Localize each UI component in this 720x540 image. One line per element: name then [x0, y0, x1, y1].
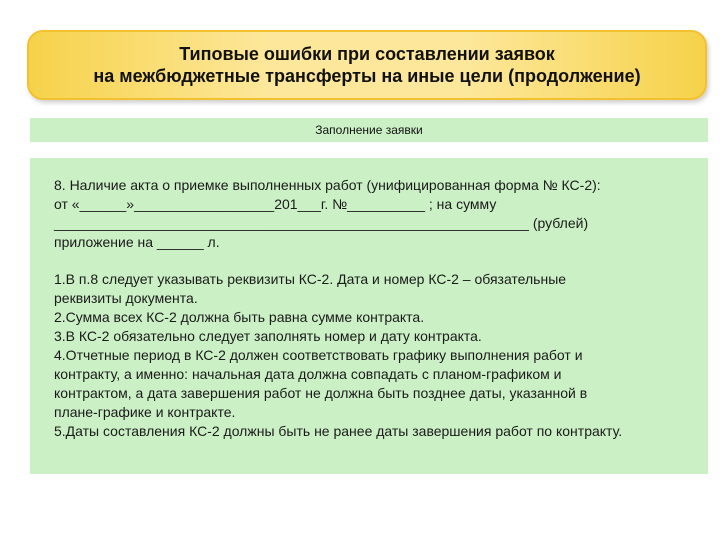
- note-line: 2.Сумма всех КС-2 должна быть равна сумме контракта.: [54, 309, 425, 325]
- note-line: плане-графике и контракте.: [54, 404, 236, 420]
- note-line: контрактом, а дата завершения работ не должна быть позднее даты, указанной в: [54, 385, 588, 401]
- item8-line-2: от «______»__________________201___г. №__________ ; на сумму: [54, 196, 497, 212]
- spacer: [54, 252, 698, 270]
- slide-title-line-2: на межбюджетные трансферты на иные цели (продолжение): [93, 66, 641, 86]
- item8-line-1: 8. Наличие акта о приемке выполненных работ (унифицированная форма № КС-2):: [54, 177, 601, 193]
- note-line: контракту, а именно: начальная дата должна совпадать с планом-графиком и: [54, 366, 562, 382]
- title-banner: [27, 30, 707, 100]
- note-line: 5.Даты составления КС-2 должны быть не ранее даты завершения работ по контракту.: [54, 423, 623, 439]
- content-panel: [30, 158, 708, 474]
- slide-title-line-1: Типовые ошибки при составлении заявок: [179, 44, 555, 64]
- item8-line-4: приложение на ______ л.: [54, 234, 220, 250]
- note-line: 3.В КС-2 обязательно следует заполнять номер и дату контракта.: [54, 328, 482, 344]
- note-line: 1.В п.8 следует указывать реквизиты КС-2. Дата и номер КС-2 – обязательные: [54, 271, 567, 287]
- note-line: реквизиты документа.: [54, 290, 198, 306]
- note-line: 4.Отчетные период в КС-2 должен соответствовать графику выполнения работ и: [54, 347, 583, 363]
- section-header: Заполнение заявки: [30, 118, 708, 142]
- item8-line-3: _____________________________________________________________ (рублей): [54, 215, 589, 231]
